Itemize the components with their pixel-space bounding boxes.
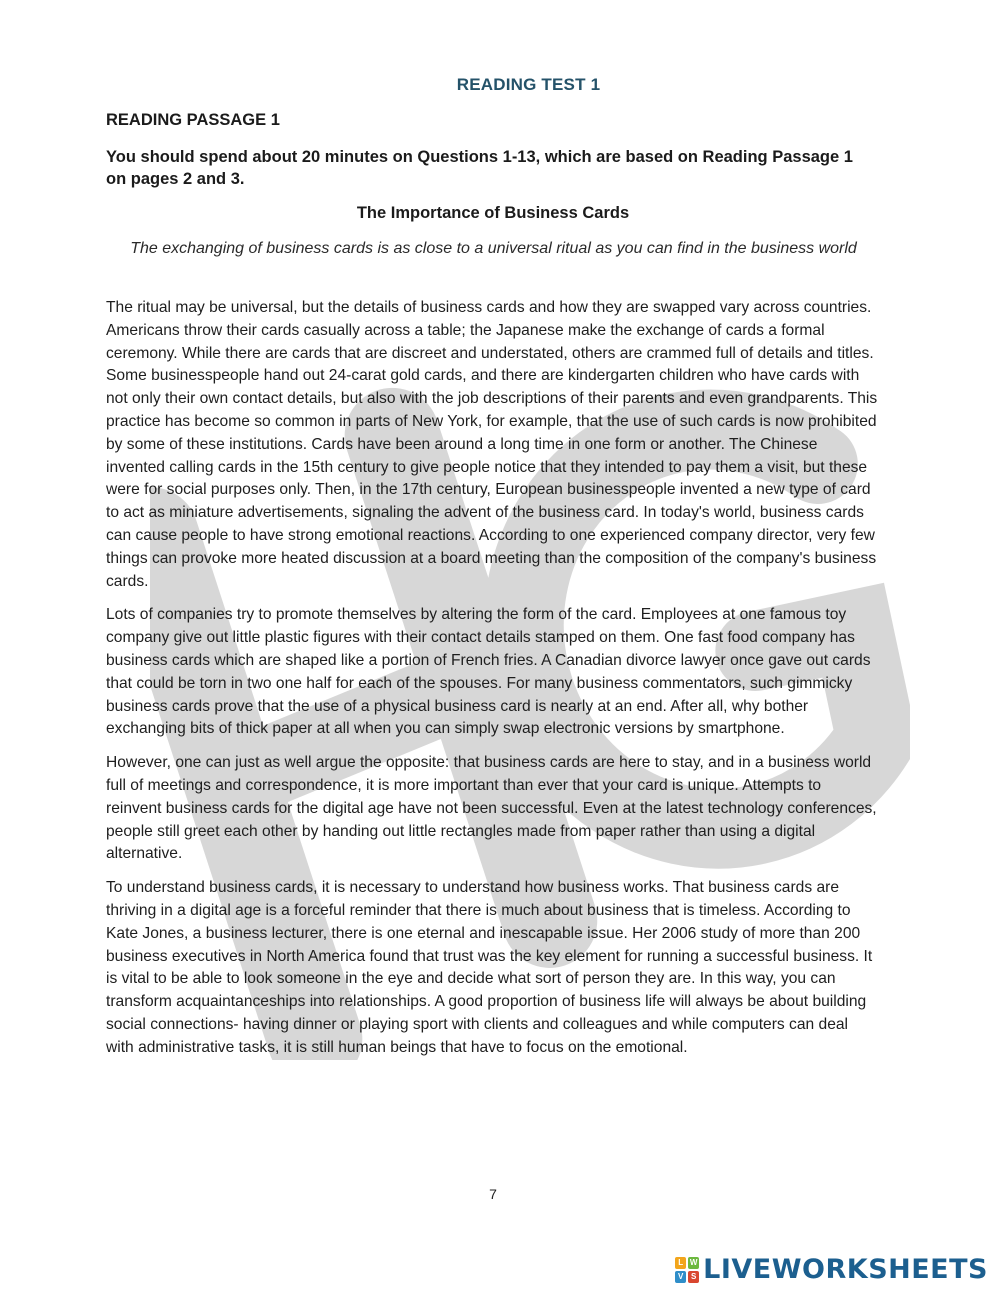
paragraph-4: To understand business cards, it is necessary to understand how business works. That business cards are thriving in a digital age is a forceful reminder that there is much about business that is timeless. According to Kate Jones, a business lecturer, there is one eternal and inescapable issue. Her 2006 study of more than 200 business executives in North America found that trust was the key element for running a successful business. It is vital to be able to look someone in the eye and decide what sort of person they are. In this way, you can transform acquaintanceships into relationships. A good proportion of business life will always be about building social connections- having dinner or playing sport with clients and colleagues and while computers can deal with administrative tasks, it is still human beings that have to focus on the emotional. bbox=[106, 879, 873, 1056]
paragraph-3: However, one can just as well argue the opposite: that business cards are here to stay, and in a business world full of meetings and correspondence, it is more important than ever that your card is unique. Attempts to reinvent business cards for the digital age have not been successful. Even at the latest technology conferences, people still greet each other by handing out little rectangles made from paper rather than using a digital alternative. bbox=[106, 754, 877, 863]
logo-tile-w: W bbox=[689, 1257, 698, 1267]
logo-tile-v: V bbox=[675, 1271, 686, 1283]
article-title: The Importance of Business Cards bbox=[356, 204, 630, 222]
test-title: READING TEST 1 bbox=[456, 75, 601, 94]
logo-tile-l: L bbox=[675, 1257, 686, 1269]
instructions: You should spend about 20 minutes on Questions 1-13, which are based on Reading Passage 1 on pages 2 and 3. bbox=[106, 148, 853, 188]
logo-tile-s: S bbox=[688, 1271, 699, 1283]
paragraph-1: The ritual may be universal, but the details of business cards and how they are swapped vary across countries. Americans throw their cards casually across a table; the Japanese make the exchange of cards a formal ceremony. While there are cards that are discreet and understated, others are crammed full of details and titles. Some businesspeople hand out 24-carat gold cards, and there are kindergarten children who have cards with not only their own contact details, but also with the job descriptions of their parents and even grandparents. This practice has become so common in parts of New York, for example, that the use of such cards is now prohibited by some of these institutions. Cards have been around a long time in one form or another. The Chinese invented calling cards in the 15th century to give people notice that they intended to pay them a visit, but these were for social purposes only. Then, in the 17th century, European businesspeople invented a new type of card to act as miniature advertisements, signaling the advent of the business card. In today's world, business cards can cause people to have strong emotional reactions. According to one experienced company director, very few things can provoke more heated discussion at a board meeting than the composition of the company's business cards. bbox=[106, 299, 878, 590]
liveworksheets-brand[interactable] bbox=[675, 1254, 988, 1285]
page-number: 7 bbox=[489, 1186, 497, 1202]
brand-text: LIVEWORKSHEETS bbox=[703, 1254, 988, 1285]
liveworksheets-logo-icon bbox=[675, 1257, 699, 1283]
article-body bbox=[106, 297, 880, 1071]
passage-title: READING PASSAGE 1 bbox=[106, 111, 280, 129]
paragraph-2: Lots of companies try to promote themselves by altering the form of the card. Employees at one famous toy company give out little plastic figures with their contact details stamped on them. One fast food company has business cards which are shaped like a portion of French fries. A Canadian divorce lawyer once gave out cards that could be torn in two one half for each of the spouses. For many business commentators, such gimmicky business cards prove that the use of a physical business card is nearly at an end. After all, why bother exchanging bits of thick paper at all when you can simply swap electronic versions by smartphone. bbox=[106, 606, 871, 738]
article-subtitle: The exchanging of business cards is as close to a universal ritual as you can find in the business world bbox=[130, 240, 857, 257]
